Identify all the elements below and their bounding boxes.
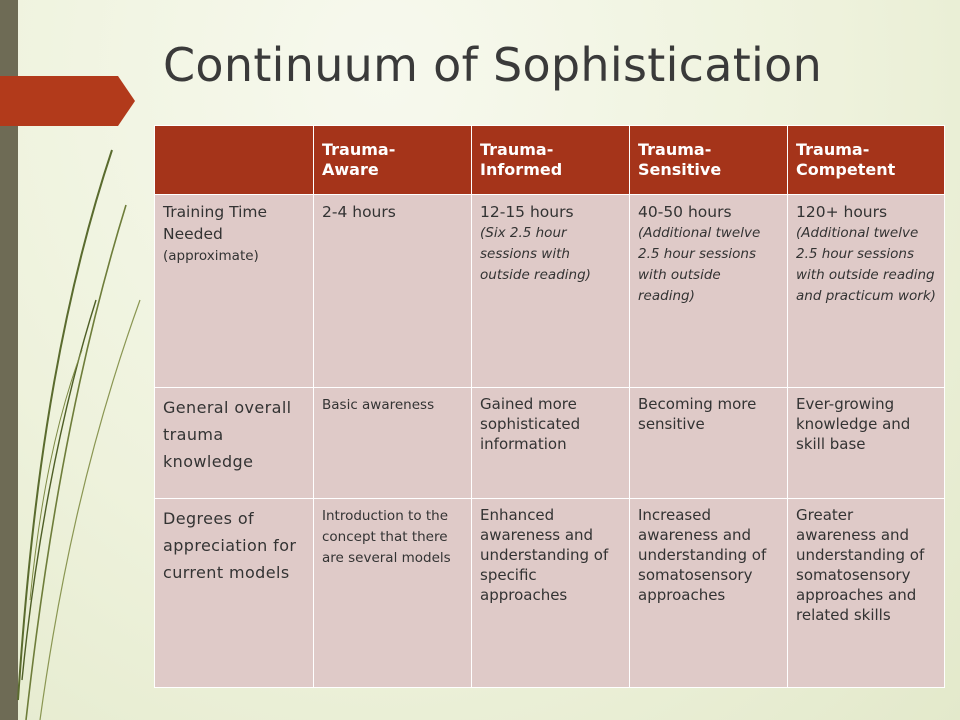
cell-main: Enhanced awareness and understanding of specific approaches	[480, 506, 609, 604]
row-label: Degrees of appreciation for current models	[163, 509, 297, 582]
table-row-appreciation	[155, 499, 945, 688]
cell-note: (Six 2.5 hour sessions with outside reading)	[480, 225, 591, 283]
row-label-training-time	[155, 195, 314, 388]
row-label-note: (approximate)	[163, 248, 259, 264]
cell-aware-knowledge	[314, 388, 472, 499]
header-label: Trauma- Competent	[796, 140, 896, 179]
title-accent-tab	[0, 76, 135, 126]
cell-sensitive-knowledge	[630, 388, 788, 499]
header-trauma-sensitive	[630, 126, 788, 195]
cell-main: Basic awareness	[322, 397, 435, 413]
cell-informed-training	[472, 195, 630, 388]
header-trauma-competent	[788, 126, 945, 195]
cell-competent-appreciation	[788, 499, 945, 688]
cell-main: Ever-growing knowledge and skill base	[796, 395, 911, 453]
header-trauma-aware	[314, 126, 472, 195]
cell-main: Greater awareness and understanding of somatosensory approaches and related skills	[796, 506, 925, 624]
cell-sensitive-appreciation	[630, 499, 788, 688]
cell-sensitive-training	[630, 195, 788, 388]
cell-main: 40-50 hours	[638, 203, 732, 221]
cell-competent-knowledge	[788, 388, 945, 499]
header-trauma-informed	[472, 126, 630, 195]
row-label: Training Time Needed	[163, 203, 268, 243]
cell-main: 120+ hours	[796, 203, 888, 221]
row-label-general-knowledge	[155, 388, 314, 499]
cell-competent-training	[788, 195, 945, 388]
table-row-general-knowledge	[155, 388, 945, 499]
table-row-training-time	[155, 195, 945, 388]
header-empty	[155, 126, 314, 195]
cell-aware-appreciation	[314, 499, 472, 688]
cell-main: Becoming more sensitive	[638, 395, 757, 433]
cell-note: (Additional twelve 2.5 hour sessions with outside reading and practicum work)	[796, 225, 936, 304]
header-label: Trauma- Aware	[322, 140, 396, 179]
cell-aware-training	[314, 195, 472, 388]
table-header-row	[155, 126, 945, 195]
cell-informed-knowledge	[472, 388, 630, 499]
header-label: Trauma- Sensitive	[638, 140, 722, 179]
slide-title: Continuum of Sophistication	[163, 38, 823, 92]
row-label-appreciation	[155, 499, 314, 688]
cell-main: 12-15 hours	[480, 203, 574, 221]
cell-main: Gained more sophisticated information	[480, 395, 581, 453]
cell-note: (Additional twelve 2.5 hour sessions with outside reading)	[638, 225, 761, 304]
header-label: Trauma- Informed	[480, 140, 563, 179]
cell-main: Increased awareness and understanding of somatosensory approaches	[638, 506, 767, 604]
cell-main: 2-4 hours	[322, 203, 396, 221]
continuum-table	[154, 125, 945, 688]
cell-informed-appreciation	[472, 499, 630, 688]
cell-main: Introduction to the concept that there are several models	[322, 508, 451, 566]
row-label: General overall trauma knowledge	[163, 398, 292, 471]
